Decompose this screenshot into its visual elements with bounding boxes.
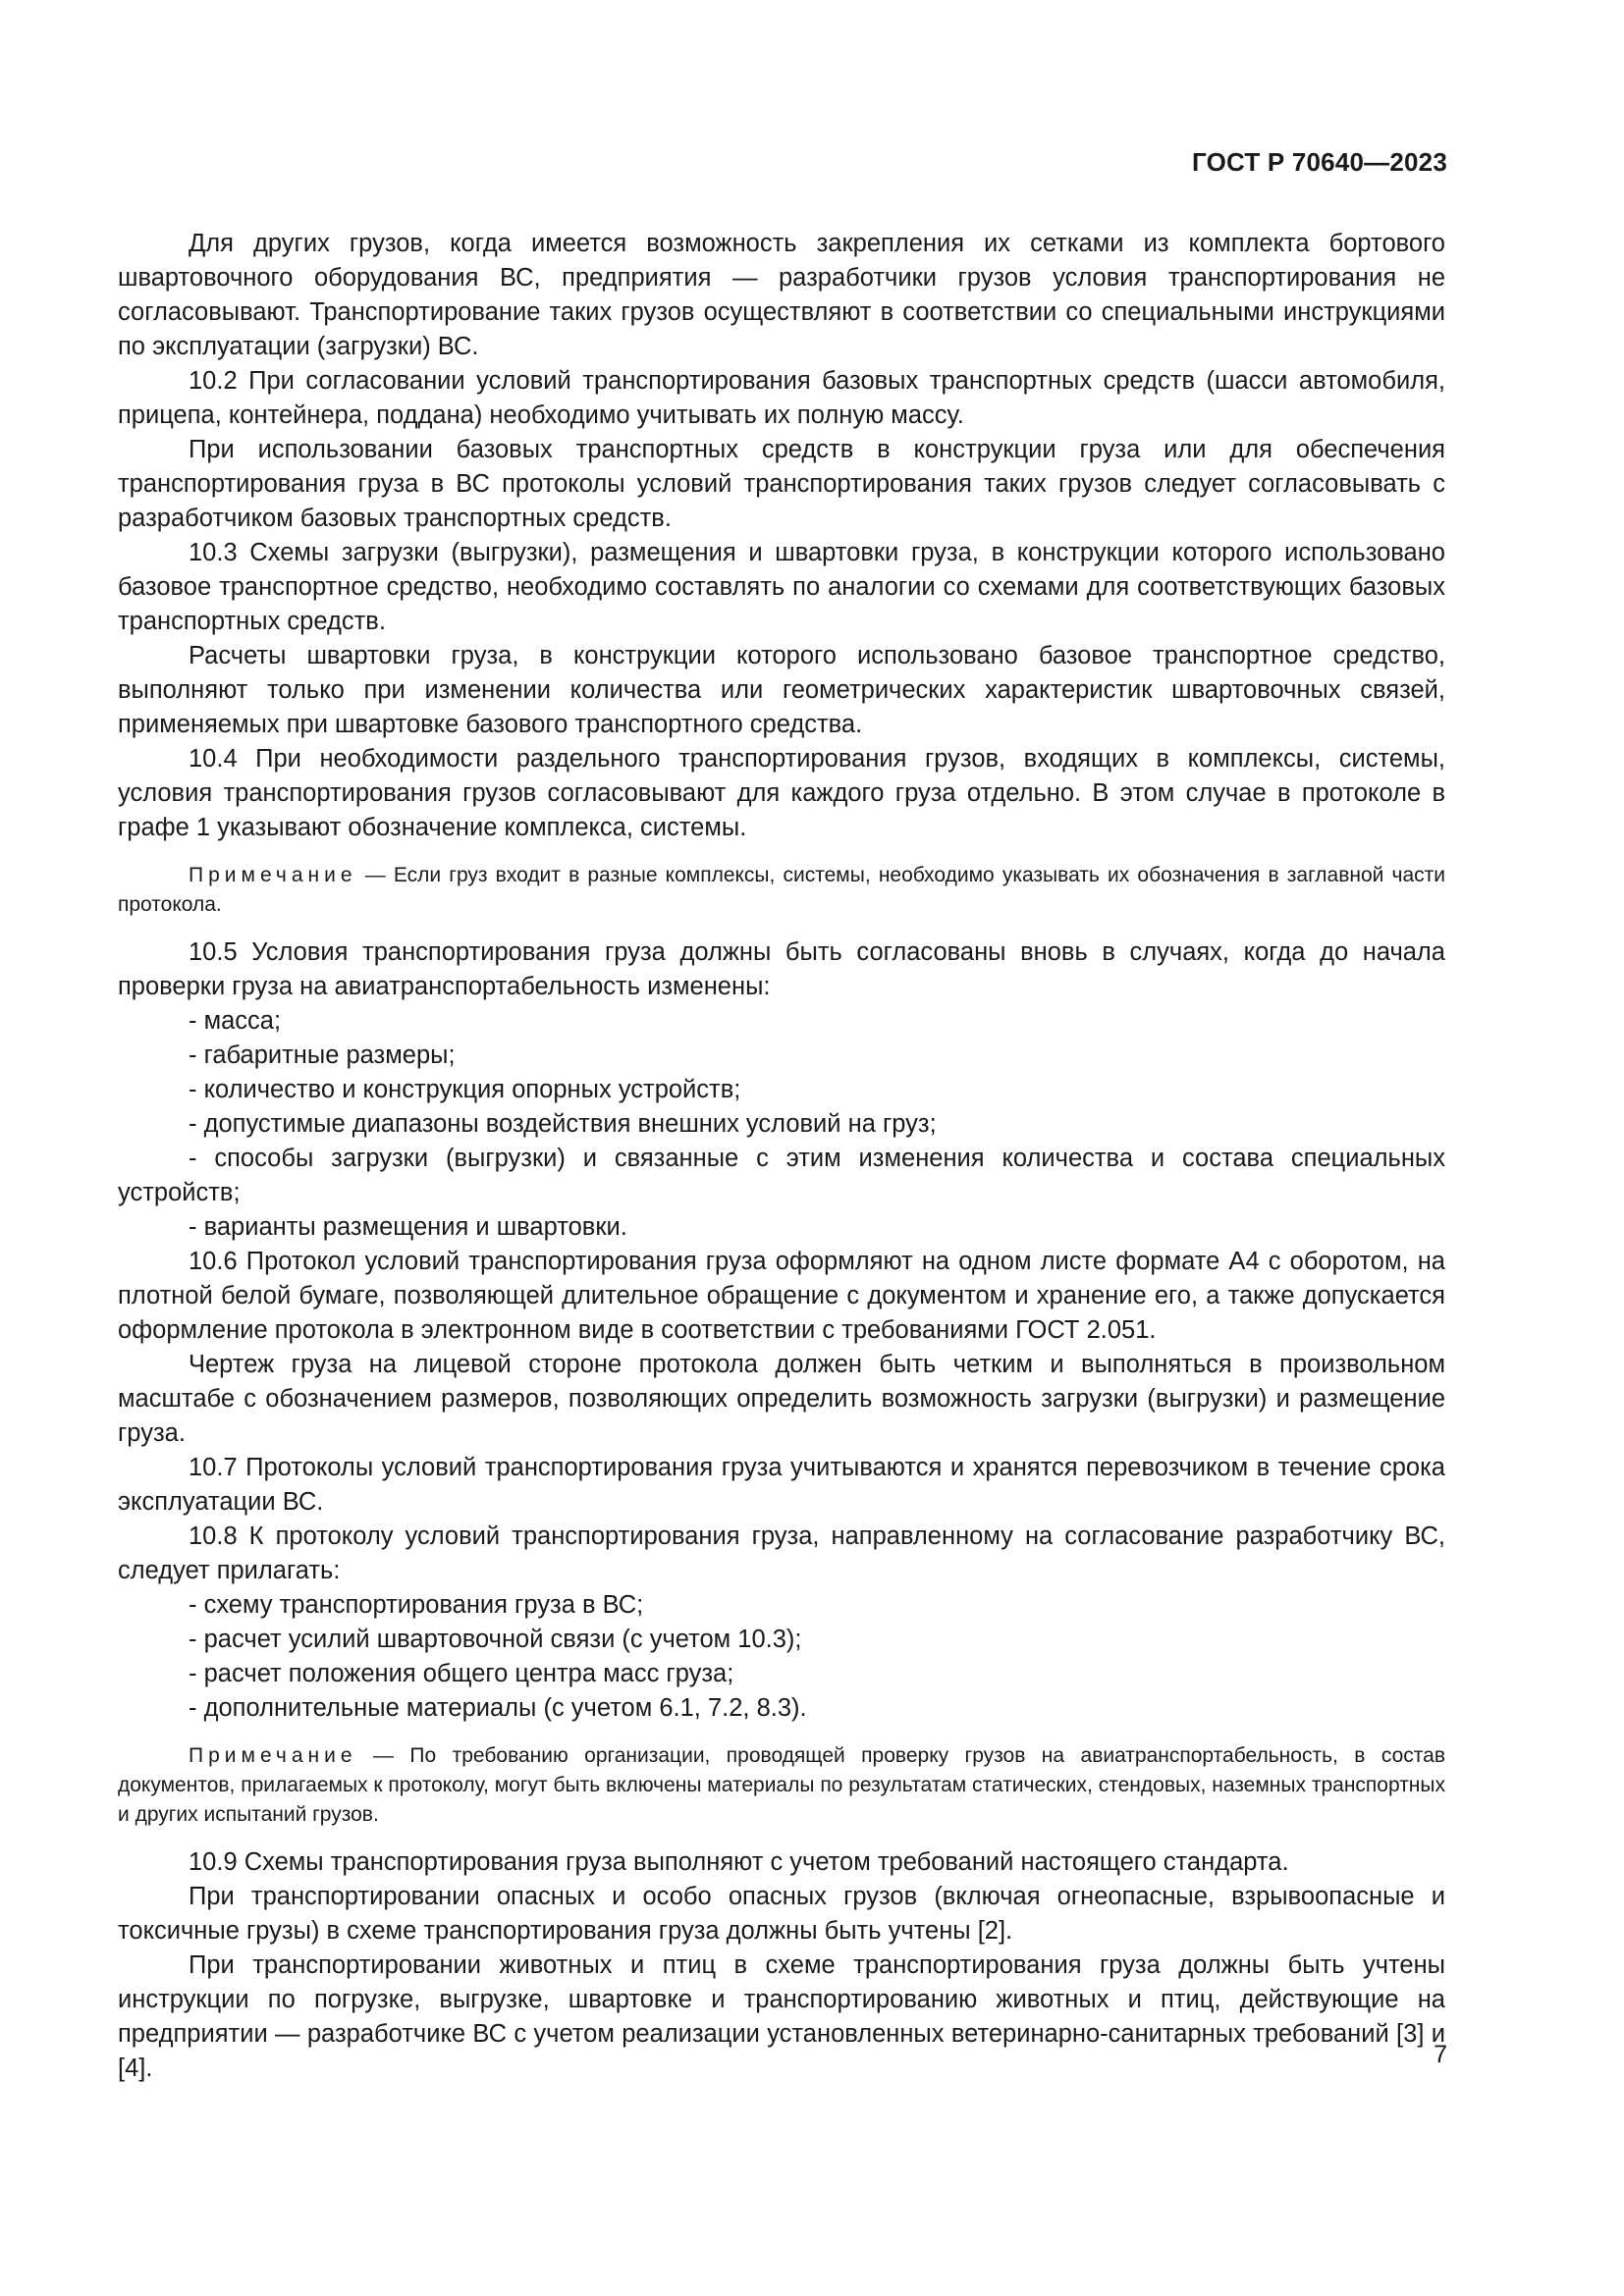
document-body: [118, 227, 1445, 2086]
note: [118, 861, 1445, 920]
paragraph-10-9: 10.9 Схемы транспортирования груза выполняют с учетом требований настоящего стандарта.: [189, 1848, 1289, 1876]
note-text: — Если груз входит в разные комплексы, системы, необходимо указывать их обозначения в заглавной части протокола.: [118, 864, 1445, 916]
paragraph: Чертеж груза на лицевой стороне протокола должен быть четким и выполняться в произвольном масштабе с обозначением размеров, позволяющих определить возможность загрузки (выгрузки) и размещение груза.: [118, 1351, 1445, 1447]
paragraph-10-4: 10.4 При необходимости раздельного транспортирования грузов, входящих в комплексы, системы, условия транспортирования грузов согласовывают для каждого груза отдельно. В этом случае в протоколе в графе 1 указывают обозначение комплекса, системы.: [118, 745, 1445, 841]
paragraph: Расчеты швартовки груза, в конструкции которого использовано базовое транспортное средство, выполняют только при изменении количества или геометрических характеристик швартовочных связей, применяемых при швартовке базового транспортного средства.: [118, 642, 1445, 738]
list-item: - габаритные размеры;: [189, 1041, 456, 1069]
document-code: ГОСТ Р 70640—2023: [1192, 147, 1447, 177]
paragraph: Для других грузов, когда имеется возможность закрепления их сетками из комплекта бортового швартовочного оборудования ВС, предприятия — разработчики грузов условия транспортирования не согласовывают. Транспортирование таких грузов осуществляют в соответствии со специальными инструкциями по эксплуатации (загрузки) ВС.: [118, 230, 1445, 360]
list-item: - расчет усилий швартовочной связи (с учетом 10.3);: [189, 1626, 802, 1653]
list-item: - дополнительные материалы (с учетом 6.1, 7.2, 8.3).: [189, 1694, 807, 1722]
paragraph-10-3: 10.3 Схемы загрузки (выгрузки), размещения и швартовки груза, в конструкции которого использовано базовое транспортное средство, необходимо составлять по аналогии со схемами для соответствующих базовых транспортных средств.: [118, 539, 1445, 635]
note-label: Примечание: [189, 1744, 357, 1767]
paragraph-10-8: 10.8 К протоколу условий транспортирования груза, направленному на согласование разработчику ВС, следует прилагать:: [118, 1522, 1445, 1584]
note-label: Примечание: [189, 864, 357, 886]
paragraph-10-5: 10.5 Условия транспортирования груза должны быть согласованы вновь в случаях, когда до начала проверки груза на авиатранспортабельность изменены:: [118, 938, 1445, 1000]
note-text: — По требованию организации, проводящей проверку грузов на авиатранспортабельность, в состав документов, прилагаемых к протоколу, могут быть включены материалы по результатам статических, стендовых, наземных транспортных и других испытаний грузов.: [118, 1744, 1445, 1826]
list-item: - расчет положения общего центра масс груза;: [189, 1660, 734, 1687]
paragraph-10-2: 10.2 При согласовании условий транспортирования базовых транспортных средств (шасси автомобиля, прицепа, контейнера, поддана) необходимо учитывать их полную массу.: [118, 367, 1445, 429]
paragraph-10-6: 10.6 Протокол условий транспортирования груза оформляют на одном листе формате А4 с оборотом, на плотной белой бумаге, позволяющей длительное обращение с документом и хранение его, а также допускается оформление протокола в электронном виде в соответствии с требованиями ГОСТ 2.051.: [118, 1248, 1445, 1344]
list-item: - количество и конструкция опорных устройств;: [189, 1076, 741, 1103]
page-number: 7: [1434, 2041, 1447, 2068]
paragraph-10-7: 10.7 Протоколы условий транспортирования груза учитываются и хранятся перевозчиком в течение срока эксплуатации ВС.: [118, 1454, 1445, 1516]
paragraph: При использовании базовых транспортных средств в конструкции груза или для обеспечения транспортирования груза в ВС протоколы условий транспортирования таких грузов следует согласовывать с разработчиком базовых транспортных средств.: [118, 436, 1445, 532]
paragraph: При транспортировании животных и птиц в схеме транспортирования груза должны быть учтены инструкции по погрузке, выгрузке, швартовке и транспортированию животных и птиц, действующие на предприятии — разработчике ВС с учетом реализации установленных ветеринарно-санитарных требований [3] и [4].: [118, 1951, 1445, 2082]
paragraph: При транспортировании опасных и особо опасных грузов (включая огнеопасные, взрывоопасные и токсичные грузы) в схеме транспортирования груза должны быть учтены [2].: [118, 1883, 1445, 1945]
list-item: - допустимые диапазоны воздействия внешних условий на груз;: [189, 1110, 937, 1138]
list-item: - способы загрузки (выгрузки) и связанные с этим изменения количества и состава специальных устройств;: [118, 1145, 1445, 1206]
list-item: - схему транспортирования груза в ВС;: [189, 1591, 644, 1619]
list-item: - варианты размещения и швартовки.: [189, 1213, 627, 1241]
list-item: - масса;: [189, 1007, 282, 1035]
note: [118, 1741, 1445, 1830]
